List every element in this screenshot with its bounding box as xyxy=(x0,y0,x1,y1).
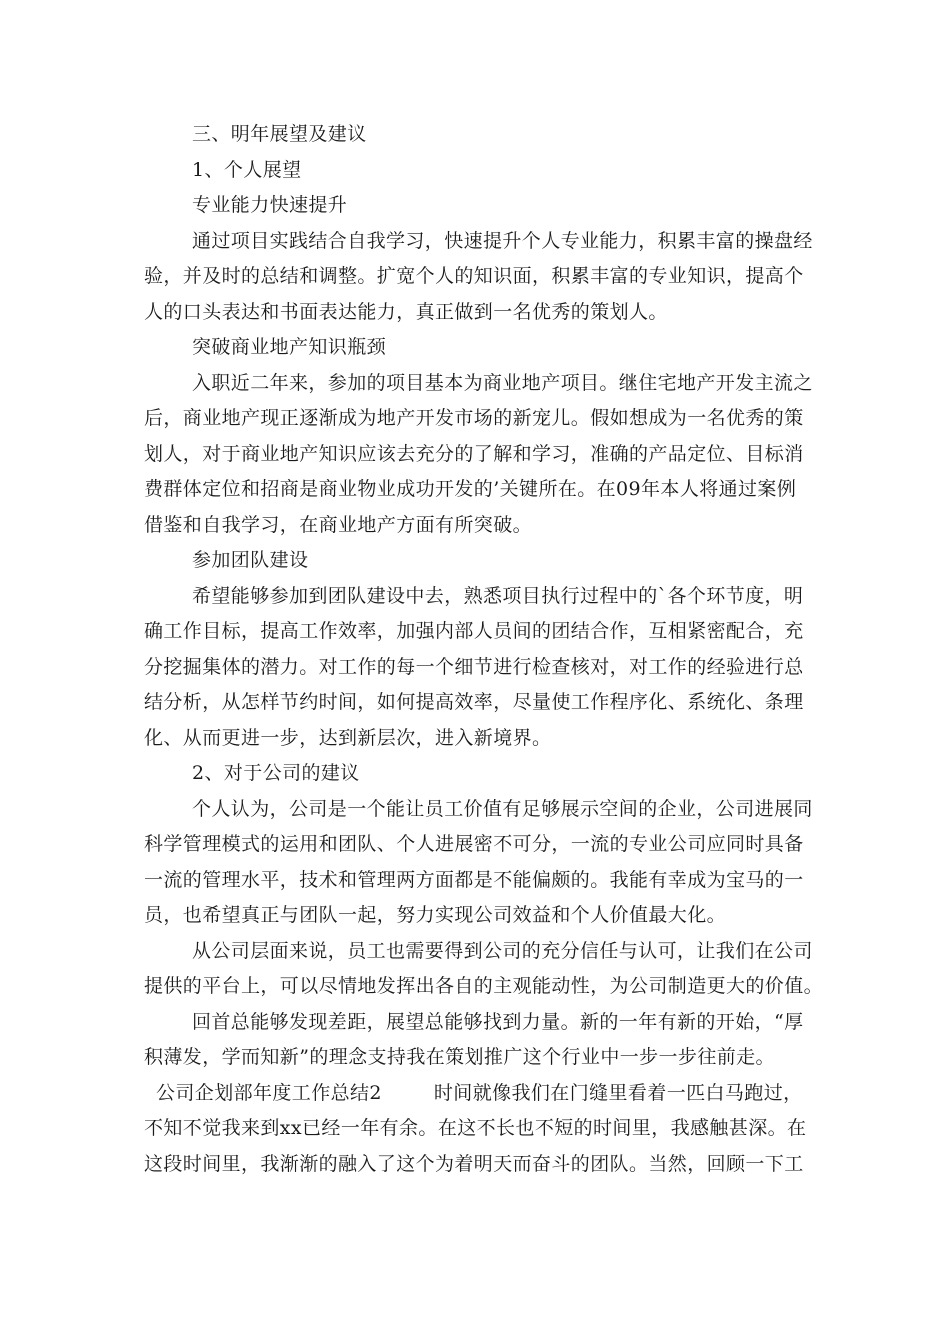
paragraph-line: 借鉴和自我学习，在商业地产方面有所突破。 xyxy=(144,513,533,536)
paragraph-line: 划人，对于商业地产知识应该去充分的了解和学习，准确的产品定位、目标消 xyxy=(144,442,804,465)
subsection-heading: 1、个人展望 xyxy=(192,158,302,181)
next-article-title: 公司企划部年度工作总结2 xyxy=(156,1081,382,1104)
topic-heading: 突破商业地产知识瓶颈 xyxy=(192,336,387,358)
paragraph-line: 费群体定位和招商是商业物业成功开发的’关键所在。在09年本人将通过案例 xyxy=(144,478,797,500)
paragraph-line: 时间就像我们在门缝里看着一匹白马跑过， xyxy=(433,1081,803,1104)
paragraph-line: 回首总能够发现差距，展望总能够找到力量。新的一年有新的开始，“厚 xyxy=(192,1010,804,1033)
paragraph-line: 个人认为，公司是一个能让员工价值有足够展示空间的企业，公司进展同 xyxy=(192,797,813,820)
topic-heading: 专业能力快速提升 xyxy=(192,194,348,216)
paragraph-line: 不知不觉我来到xx已经一年有余。在这不长也不短的时间里，我感触甚深。在 xyxy=(144,1117,807,1139)
next-article-line xyxy=(144,1076,806,1112)
paragraph-line: 积薄发，学而知新”的理念支持我在策划推广这个行业中一步一步往前走。 xyxy=(144,1046,775,1068)
paragraph-line: 通过项目实践结合自我学习，快速提升个人专业能力，积累丰富的操盘经 xyxy=(192,229,813,252)
paragraph-line: 一流的管理水平，技术和管理两方面都是不能偏颇的。我能有幸成为宝马的一 xyxy=(144,868,804,891)
paragraph-line: 提供的平台上，可以尽情地发挥出各自的主观能动性，为公司制造更大的价值。 xyxy=(144,975,824,997)
document-body xyxy=(144,117,824,1182)
paragraph-line: 化、从而更进一步，达到新层次，进入新境界。 xyxy=(144,726,552,749)
paragraph-line: 科学管理模式的运用和团队、个人进展密不可分，一流的专业公司应同时具备 xyxy=(144,833,804,855)
topic-heading: 参加团队建设 xyxy=(192,549,309,571)
subsection-heading: 2、对于公司的建议 xyxy=(192,762,360,784)
paragraph-line: 从公司层面来说，员工也需要得到公司的充分信任与认可，让我们在公司 xyxy=(192,939,813,962)
paragraph-line: 员，也希望真正与团队一起，努力实现公司效益和个人价值最大化。 xyxy=(144,904,727,926)
paragraph-line: 确工作目标，提高工作效率，加强内部人员间的团结合作，互相紧密配合，充 xyxy=(144,620,804,642)
paragraph-line: 这段时间里，我渐渐的融入了这个为着明天而奋斗的团队。当然，回顾一下工 xyxy=(144,1152,804,1175)
paragraph-line: 结分析，从怎样节约时间，如何提高效率，尽量使工作程序化、系统化、条理 xyxy=(144,691,804,713)
paragraph-line: 人的口头表达和书面表达能力，真正做到一名优秀的策划人。 xyxy=(144,300,668,323)
paragraph-line: 后，商业地产现正逐渐成为地产开发市场的新宠儿。假如想成为一名优秀的策 xyxy=(144,407,804,429)
paragraph-line: 希望能够参加到团队建设中去，熟悉项目执行过程中的`各个环节度，明 xyxy=(192,584,804,607)
paragraph-line: 分挖掘集体的潜力。对工作的每一个细节进行检查核对，对工作的经验进行总 xyxy=(144,655,804,678)
paragraph-line: 验，并及时的总结和调整。扩宽个人的知识面，积累丰富的专业知识，提高个 xyxy=(144,265,804,287)
section-heading: 三、明年展望及建议 xyxy=(192,123,367,145)
paragraph-line: 入职近二年来，参加的项目基本为商业地产项目。继住宅地产开发主流之 xyxy=(192,371,813,394)
